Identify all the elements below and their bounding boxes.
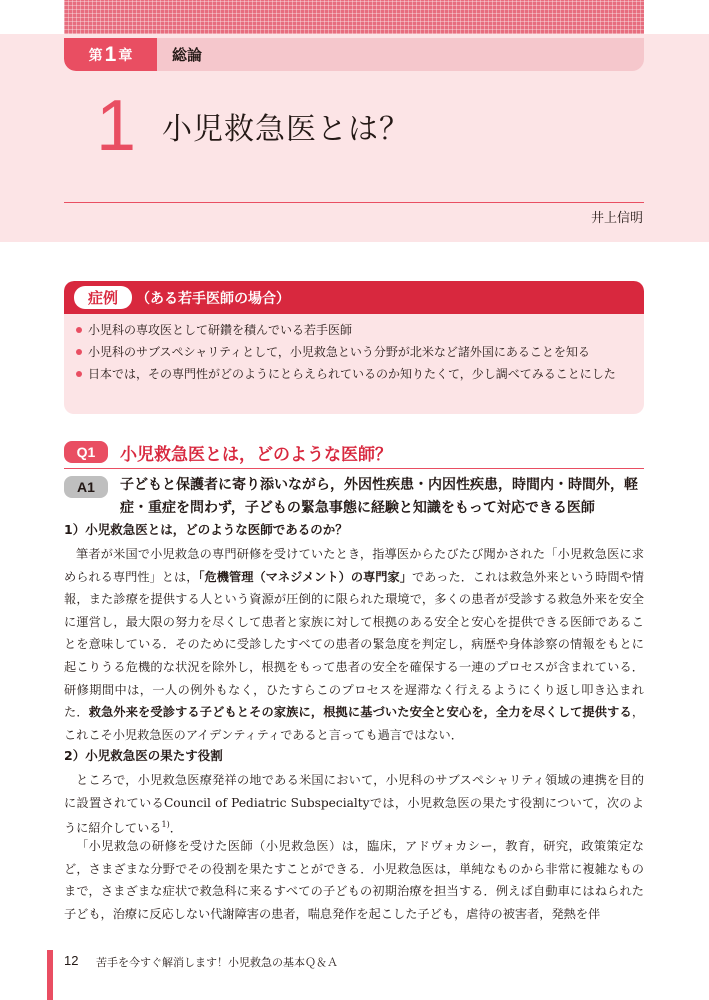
- section-number: 1: [96, 86, 137, 166]
- question-text: 小児救急医とは，どのような医師？: [120, 444, 392, 465]
- paragraph-3: 「小児救急の研修を受けた医師（小児救急医）は，臨床，アドヴォカシー，教育，研究，政策策定など，さまざまな分野でその役割を果たすことができる．小児救急医は，単純なものから非常に複雑なものまで，さまざまな症状で救急科に来るすべての子どもの初期治療を担当する．例えば自動車にはねられた子ども，治療に反応しない代謝障害の患者，喘息発作を起こした子ども，虐待の被害者，発熱を伴: [64, 839, 644, 921]
- footer-accent-bar: [47, 950, 53, 1000]
- chapter-bar: [64, 38, 644, 71]
- case-header: [64, 281, 644, 314]
- subheading-2: 2）小児救急医の果たす役割: [64, 748, 223, 763]
- paragraph-2: [64, 769, 644, 840]
- paragraph-1: [64, 543, 644, 746]
- question-row: [64, 440, 644, 464]
- paragraph-2-end: ．: [169, 821, 182, 836]
- case-subtitle: （ある若手医師の場合）: [136, 290, 291, 307]
- case-item: 日本では，その専門性がどのようにとらえられているのか知りたくて，少し調べてみることにした: [76, 363, 630, 385]
- title-divider: [64, 202, 644, 203]
- case-badge: 症例: [74, 286, 132, 309]
- author-name: 井上信明: [590, 211, 643, 226]
- chapter-number: 1: [104, 42, 117, 66]
- page-title: 小児救急医とは？: [162, 112, 410, 147]
- case-list: [64, 314, 644, 385]
- paragraph-2-text: ところで，小児救急医療発祥の地である米国において，小児科のサブスペシャリティ領域の連携を目的に設置されているCouncil of Pediatric Subspecialtyでは，小児救急医の果たす役割について，次のように紹介している: [64, 773, 644, 836]
- page-number: 12: [64, 953, 79, 968]
- question-badge: Q1: [64, 441, 108, 463]
- subheading-1: 1）小児救急医とは，どのような医師であるのか？: [64, 522, 348, 537]
- chapter-prefix: 第: [88, 47, 103, 64]
- case-box: [64, 281, 644, 414]
- chapter-title: 総論: [172, 46, 203, 64]
- reference-marker: 1): [161, 820, 170, 830]
- paragraph-1-emphasis-b: 救急外来を受診する子どもとその家族に，根拠に基づいた安全と安心を，全力を尽くして提供する: [88, 705, 632, 720]
- chapter-suffix: 章: [118, 47, 133, 64]
- case-item: 小児科の専攻医として研鑽を積んでいる若手医師: [76, 319, 630, 341]
- running-title: 苦手を今すぐ解消します！小児救急の基本Ｑ＆Ａ: [96, 956, 338, 969]
- answer-badge: A1: [64, 476, 108, 498]
- answer-text: 子どもと保護者に寄り添いながら，外因性疾患・内因性疾患，時間内・時間外，軽症・重症を問わず，子どもの緊急事態に経験と知識をもって対応できる医師: [120, 477, 638, 516]
- paragraph-1-text-b: であった．これは救急外来という時間や情報，また診療を提供する人という資源が圧倒的に限られた環境で，多くの患者が受診する救急外来を安全に運営し，最大限の努力を尽くして患者と家族に対して根拠のある安全と安心を提供できる医師であることを意味している．そのために受診したすべての患者の緊急度を判定し，病歴や身体診察の情報をもとに起こりうる危機的な状況を除外し，根拠をもって患者の安全を確保する一連のプロセスが含まれている．研修期間中は，一人の例外もなく，ひたすらこのプロセスを遅滞なく行えるようにくり返し叩き込まれた．: [64, 569, 644, 720]
- case-item: 小児科のサブスペシャリティとして，小児救急という分野が北米など諸外国にあることを知る: [76, 341, 630, 363]
- paragraph-1-text-c: ，これこそ小児救急医のアイデンティティであると言っても過言ではない．: [64, 705, 644, 742]
- chapter-tab: [64, 38, 157, 71]
- paragraph-1-emphasis-a: 「危機管理（マネジメント）の専門家」: [198, 569, 412, 584]
- decorative-stripe: [64, 0, 644, 34]
- question-divider: [64, 468, 644, 469]
- paragraph-1-text-a: 筆者が米国で小児救急の専門研修を受けていたとき，指導医からたびたび聞かされた「小児救急医に求められる専門性」とは，: [64, 547, 644, 584]
